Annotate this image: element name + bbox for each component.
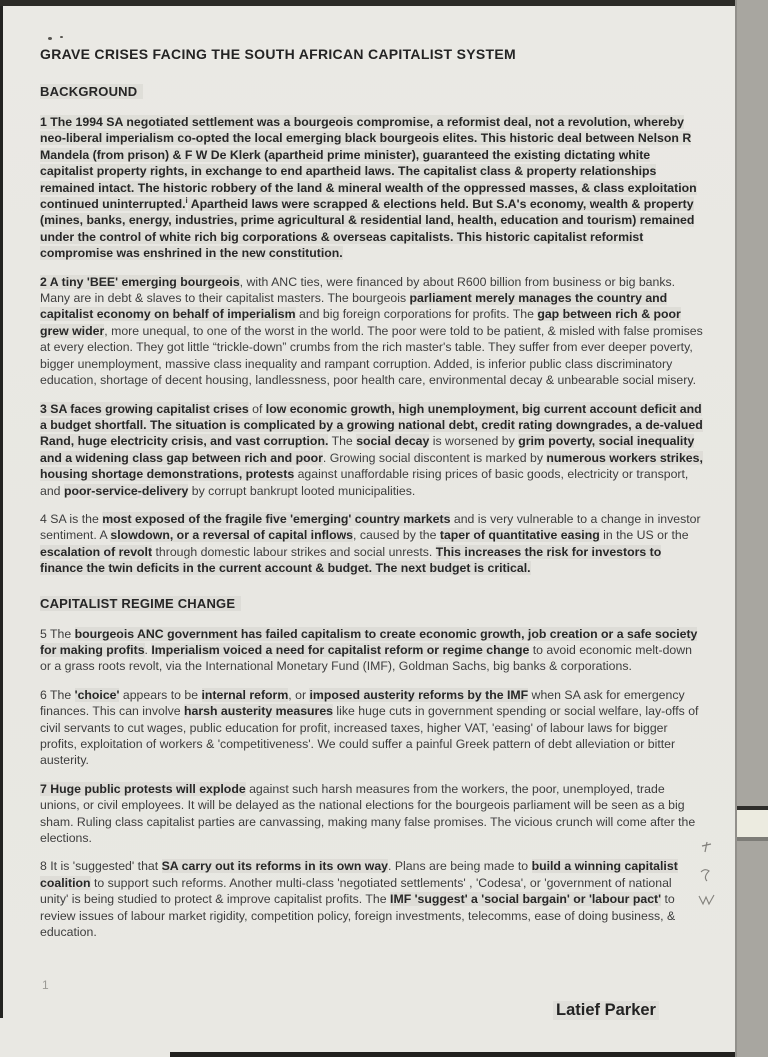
document-body [40, 83, 703, 940]
next-sheet-sliver [737, 810, 768, 837]
page-number: 1 [42, 978, 49, 992]
paragraph: 3 SA faces growing capitalist crises of low economic growth, high unemployment, big current account deficit and a budget shortfall. The situation is complicated by a growing national debt, credit rating downgrades, a de-valued Rand, huge electricity crisis, and vast corruption. The social decay is worsened by grim poverty, social inequality and a widening class gap between rich and poor. Growing social discontent is marked by numerous workers strikes, housing shortage demonstrations, protests against unaffordable rising prices of basic goods, electricity or transport, and poor-service-delivery by corrupt bankrupt looted municipalities. [40, 401, 703, 498]
scanner-background-right [737, 0, 768, 1057]
document-content [40, 46, 703, 952]
paragraph: 6 The 'choice' appears to be internal reform, or imposed austerity reforms by the IMF when SA ask for emergency finances. This can involve harsh austerity measures like huge cuts in government spending or social welfare, lay-offs of civil servants to cut wages, public education for profit, increased taxes, higher VAT, 'easing' of labour laws for bigger profits, exploitation of workers & 'competitiveness'. We could suffer a painful Greek pattern of debt alleviation or bitter austerity. [40, 687, 699, 768]
section-heading: CAPITALIST REGIME CHANGE [40, 596, 241, 611]
ink-speck [60, 36, 63, 38]
ink-speck [48, 37, 52, 40]
paragraph: 4 SA is the most exposed of the fragile five 'emerging' country markets and is very vulnerable to a change in investor sentiment. A slowdown, or a reversal of capital inflows, caused by the taper of quantitative easing in the US or the escalation of revolt through domestic labour strikes and social unrests. This increases the risk for investors to finance the twin deficits in the current account & budget. The next budget is critical. [40, 511, 701, 576]
scan-edge-left [0, 6, 3, 1018]
document-title: GRAVE CRISES FACING THE SOUTH AFRICAN CAPITALIST SYSTEM [40, 46, 516, 62]
scan-edge-top [0, 0, 737, 6]
paragraph: 5 The bourgeois ANC government has failed capitalism to create economic growth, job creation or a safe society for making profits. Imperialism voiced a need for capitalist reform or regime change to avoid economic melt-down or a grass roots revolt, via the International Monetary Fund (IMF), Goldman Sachs, big banks & corporations. [40, 626, 698, 674]
author-signature: Latief Parker [553, 1001, 659, 1020]
paragraph: 2 A tiny 'BEE' emerging bourgeois, with ANC ties, were financed by about R600 billion from business or big banks. Many are in debt & slaves to their capitalist masters. The bourgeois parliament merely manages the country and capitalist economy on behalf of imperialism and big foreign corporations for profits. The gap between rich & poor grew wider, more unequal, to one of the worst in the world. The poor were told to be patient, & misled with false promises at every election. They got little “trickle-down” crumbs from the rich master's table. They suffer from ever deeper poverty, bigger unemployment, massive class inequality and rampant corruption. Added, is inferior public class discriminatory education, shortage of decent housing, landlessness, poor health care, environmental decay & unbearable social misery. [40, 274, 703, 388]
handwritten-margin-marks [693, 838, 721, 912]
section-heading: BACKGROUND [40, 84, 143, 99]
next-sheet-shadow [737, 837, 768, 841]
paragraph: 8 It is 'suggested' that SA carry out its reforms in its own way. Plans are being made to build a winning capitalist coalition to support such reforms. Another multi-class 'negotiated settlements' , 'Codesa', or 'government of national unity' is being studied to protect & improve capitalist profits. The IMF 'suggest' a 'social bargain' or 'labour pact' to review issues of labour market rigidity, competition policy, foreign investments, telecomms, ease of doing business, & education. [40, 859, 678, 940]
paragraph: 1 The 1994 SA negotiated settlement was a bourgeois compromise, a reformist deal, not a revolution, whereby neo-liberal imperialism co-opted the local emerging black bourgeois elites. This historic deal between Nelson R Mandela (from prison) & F W De Klerk (apartheid prime minister), guaranteed the existing dictating white capitalist property rights, in exchange to end apartheid laws. The capitalist class & property relationships remained intact. The historic robbery of the land & mineral wealth of the oppressed masses, & class exploitation continued uninterrupted.$^i$ Apartheid laws were scrapped & elections held. But S.A's economy, wealth & property (mines, banks, energy, industries, prime agricultural & residential land, health, education and tourism) remained under the control of white rich big corporations & overseas capitalists. This historic capitalist reformist compromise was enshrined in the new constitution. [40, 115, 697, 261]
scan-edge-bottom [170, 1052, 737, 1057]
paragraph: 7 Huge public protests will explode against such harsh measures from the workers, the poor, unemployed, trade unions, or civil employees. It will be delayed as the national elections for the bourgeois parliament will be seen as a big sham. Ruling class capitalist parties are canvassing, making many false promises. The vicious crunch will come after the elections. [40, 781, 696, 846]
